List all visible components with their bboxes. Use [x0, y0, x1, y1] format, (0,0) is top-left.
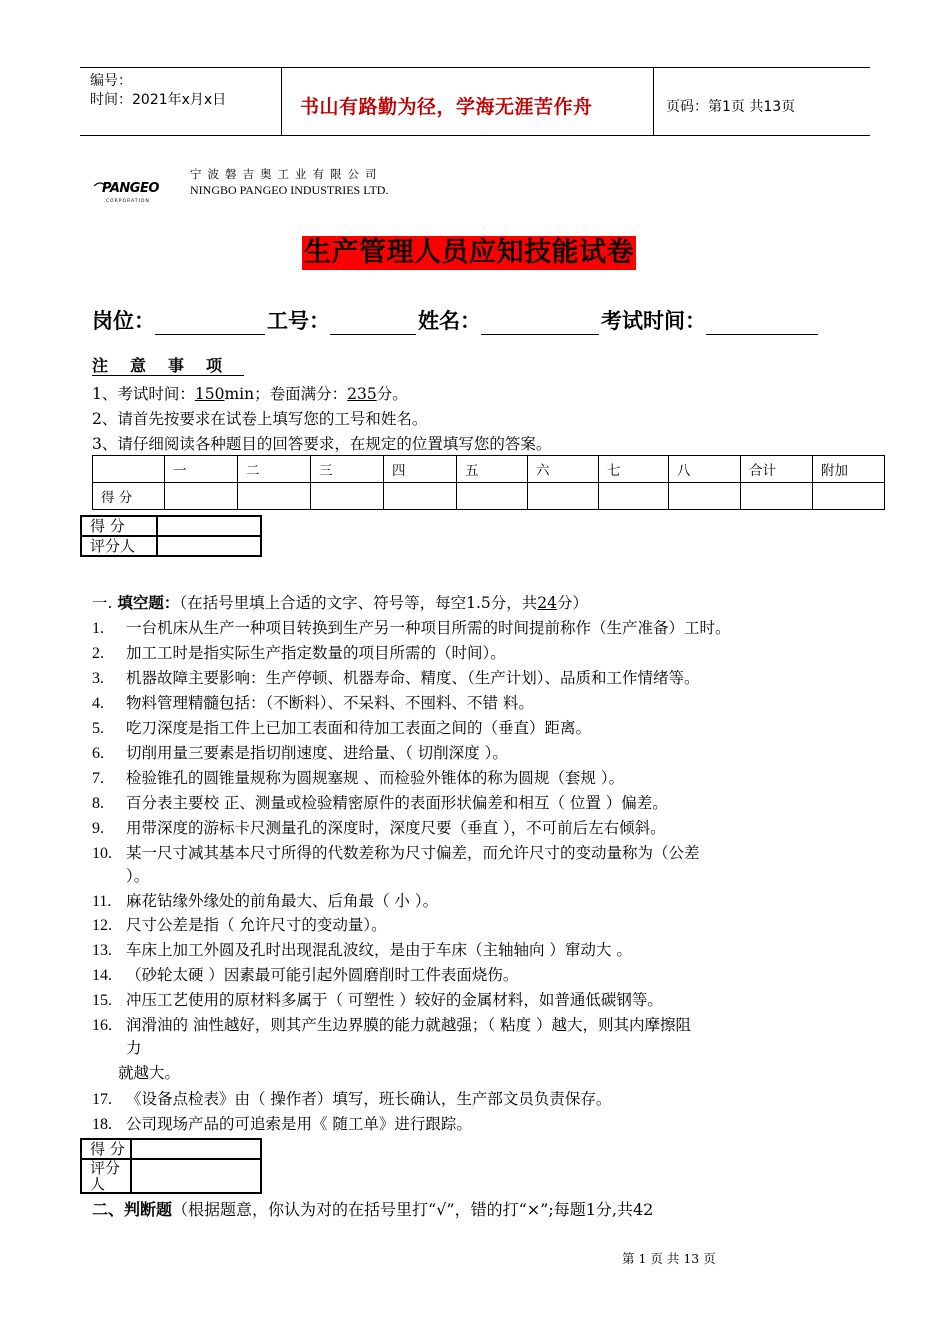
time-blank[interactable]: [706, 314, 818, 335]
score-header-cell: [93, 456, 165, 483]
score-header-cell: 四: [384, 456, 457, 483]
id-blank[interactable]: [330, 314, 416, 335]
question-item: 8. 百分表主要校 正、测量或检验精密原件的表面形状偏差和相互（ 位置 ）偏差。: [92, 794, 668, 812]
company-logo: [92, 170, 170, 210]
score-header-cell: 附加: [813, 456, 885, 483]
score-cell[interactable]: [165, 483, 238, 510]
grader-score-cell[interactable]: [157, 516, 261, 536]
notice-line-1: 1、考试时间：150min；卷面满分：235分。: [92, 385, 408, 403]
header-meta: [90, 72, 226, 110]
grader-score-cell[interactable]: [131, 1139, 261, 1159]
question-item: 15. 冲压工艺使用的原材料多属于（ 可塑性 ）较好的金属材料，如普通低碳钢等。: [92, 991, 663, 1009]
header-bottom-rule: [80, 135, 870, 136]
score-cell[interactable]: [311, 483, 384, 510]
question-item: 18. 公司现场产品的可追索是用《 随工单》进行跟踪。: [92, 1115, 472, 1133]
score-cell[interactable]: [457, 483, 528, 510]
question-item: 3. 机器故障主要影响：生产停顿、机器寿命、精度、（生产计划）、品质和工作情绪等。: [92, 669, 700, 687]
score-header-cell: 六: [528, 456, 599, 483]
score-cell[interactable]: [384, 483, 457, 510]
name-label: 姓名：: [418, 308, 481, 333]
notice-heading: 注意事项: [92, 356, 245, 375]
question-item-continuation: 就越大。: [118, 1064, 181, 1082]
post-blank[interactable]: [155, 314, 265, 335]
grader-box-2: [80, 1138, 262, 1194]
question-item: 9. 用带深度的游标卡尺测量孔的深度时，深度尺要（垂直 ），不可前后左右倾斜。: [92, 819, 666, 837]
score-header-cell: 三: [311, 456, 384, 483]
score-header-cell: 二: [238, 456, 311, 483]
question-item: 6. 切削用量三要素是指切削速度、进给量、（ 切削深度 ）。: [92, 744, 508, 762]
score-cell[interactable]: [528, 483, 599, 510]
candidate-fields: [92, 305, 820, 335]
number-label: 编号：: [90, 73, 132, 89]
header-top-rule: [80, 67, 870, 68]
header-page-info: 页码：第1页 共13页: [666, 99, 796, 115]
question-item: 2. 加工工时是指实际生产指定数量的项目所需的（时间）。: [92, 644, 506, 662]
grader-score-label: 得 分: [81, 1139, 131, 1159]
question-item: 13. 车床上加工外圆及孔时出现混乱波纹，是由于车床（主轴轴向 ）窜动大 。: [92, 941, 632, 959]
score-row-label: 得 分: [93, 483, 165, 510]
score-table-score-row: [93, 483, 885, 510]
score-header-cell: 合计: [741, 456, 813, 483]
score-cell[interactable]: [741, 483, 813, 510]
header-divider-1: [281, 67, 282, 136]
section1-heading: 一. 填空题：（在括号里填上合适的文字、符号等，每空1.5分，共24分）: [92, 593, 589, 612]
score-cell[interactable]: [238, 483, 311, 510]
post-label: 岗位：: [92, 308, 155, 333]
question-item: 16. 润滑油的 油性越好，则其产生边界膜的能力就越强；（ 粘度 ）越大，则其内摩擦阻: [92, 1016, 692, 1034]
id-label: 工号：: [267, 308, 330, 333]
exam-title: 生产管理人员应知技能试卷: [304, 237, 634, 268]
score-header-cell: 一: [165, 456, 238, 483]
logo-sub: CORPORATION: [106, 199, 150, 204]
header-divider-2: [653, 67, 654, 136]
page-footer: 第 1 页 共 13 页: [622, 1251, 716, 1266]
notice-line-2: 2、请首先按要求在试卷上填写您的工号和姓名。: [92, 410, 428, 428]
name-blank[interactable]: [481, 314, 599, 335]
question-item-continuation: 力: [126, 1039, 142, 1057]
section2-heading: 二、判断题（根据题意，你认为对的在括号里打“√”，错的打“×”;每题1分,共42: [92, 1200, 654, 1219]
logo-text: PANGEO: [102, 181, 159, 196]
question-item: 4. 物料管理精髓包括：（不断料）、不呆料、不囤料、不错 料。: [92, 694, 534, 712]
score-header-cell: 七: [599, 456, 669, 483]
question-item-continuation: ）。: [126, 867, 150, 885]
grader-name-cell[interactable]: [157, 536, 261, 556]
score-table: [92, 455, 885, 510]
score-header-cell: 八: [669, 456, 741, 483]
question-item: 12. 尺寸公差是指（ 允许尺寸的变动量）。: [92, 916, 387, 934]
score-header-cell: 五: [457, 456, 528, 483]
question-item: 17. 《设备点检表》由（ 操作者）填写，班长确认，生产部文员负责保存。: [92, 1090, 612, 1108]
grader-box-1: [80, 515, 262, 557]
question-item: 11. 麻花钻缘外缘处的前角最大、后角最（ 小 ）。: [92, 892, 439, 910]
time-label-field: 考试时间：: [601, 308, 706, 333]
company-name-cn: 宁波磐吉奥工业有限公司: [190, 167, 383, 181]
grader-name-label: 评分人: [81, 1159, 131, 1193]
company-name-en: NINGBO PANGEO INDUSTRIES LTD.: [190, 183, 389, 197]
score-cell[interactable]: [669, 483, 741, 510]
time-label: 时间：2021年x月x日: [90, 92, 227, 108]
header-motto: 书山有路勤为径，学海无涯苦作舟: [300, 96, 593, 118]
question-item: 14. （砂轮太硬 ）因素最可能引起外圆磨削时工件表面烧伤。: [92, 966, 519, 984]
score-table-header-row: [93, 456, 885, 483]
question-item: 1. 一台机床从生产一种项目转换到生产另一种项目所需的时间提前称作（生产准备）工时。: [92, 619, 731, 637]
question-item: 5. 吃刀深度是指工件上已加工表面和待加工表面之间的（垂直）距离。: [92, 719, 592, 737]
question-item: 7. 检验锥孔的圆锥量规称为圆规塞规 、而检验外锥体的称为圆规（套规 ）。: [92, 769, 625, 787]
notice-line-3: 3、请仔细阅读各种题目的回答要求，在规定的位置填写您的答案。: [92, 435, 552, 453]
grader-name-label: 评分人: [81, 536, 157, 556]
score-cell[interactable]: [813, 483, 885, 510]
grader-name-cell[interactable]: [131, 1159, 261, 1193]
question-item: 10. 某一尺寸减其基本尺寸所得的代数差称为尺寸偏差，而允许尺寸的变动量称为（公差: [92, 844, 700, 862]
score-cell[interactable]: [599, 483, 669, 510]
grader-score-label: 得 分: [81, 516, 157, 536]
